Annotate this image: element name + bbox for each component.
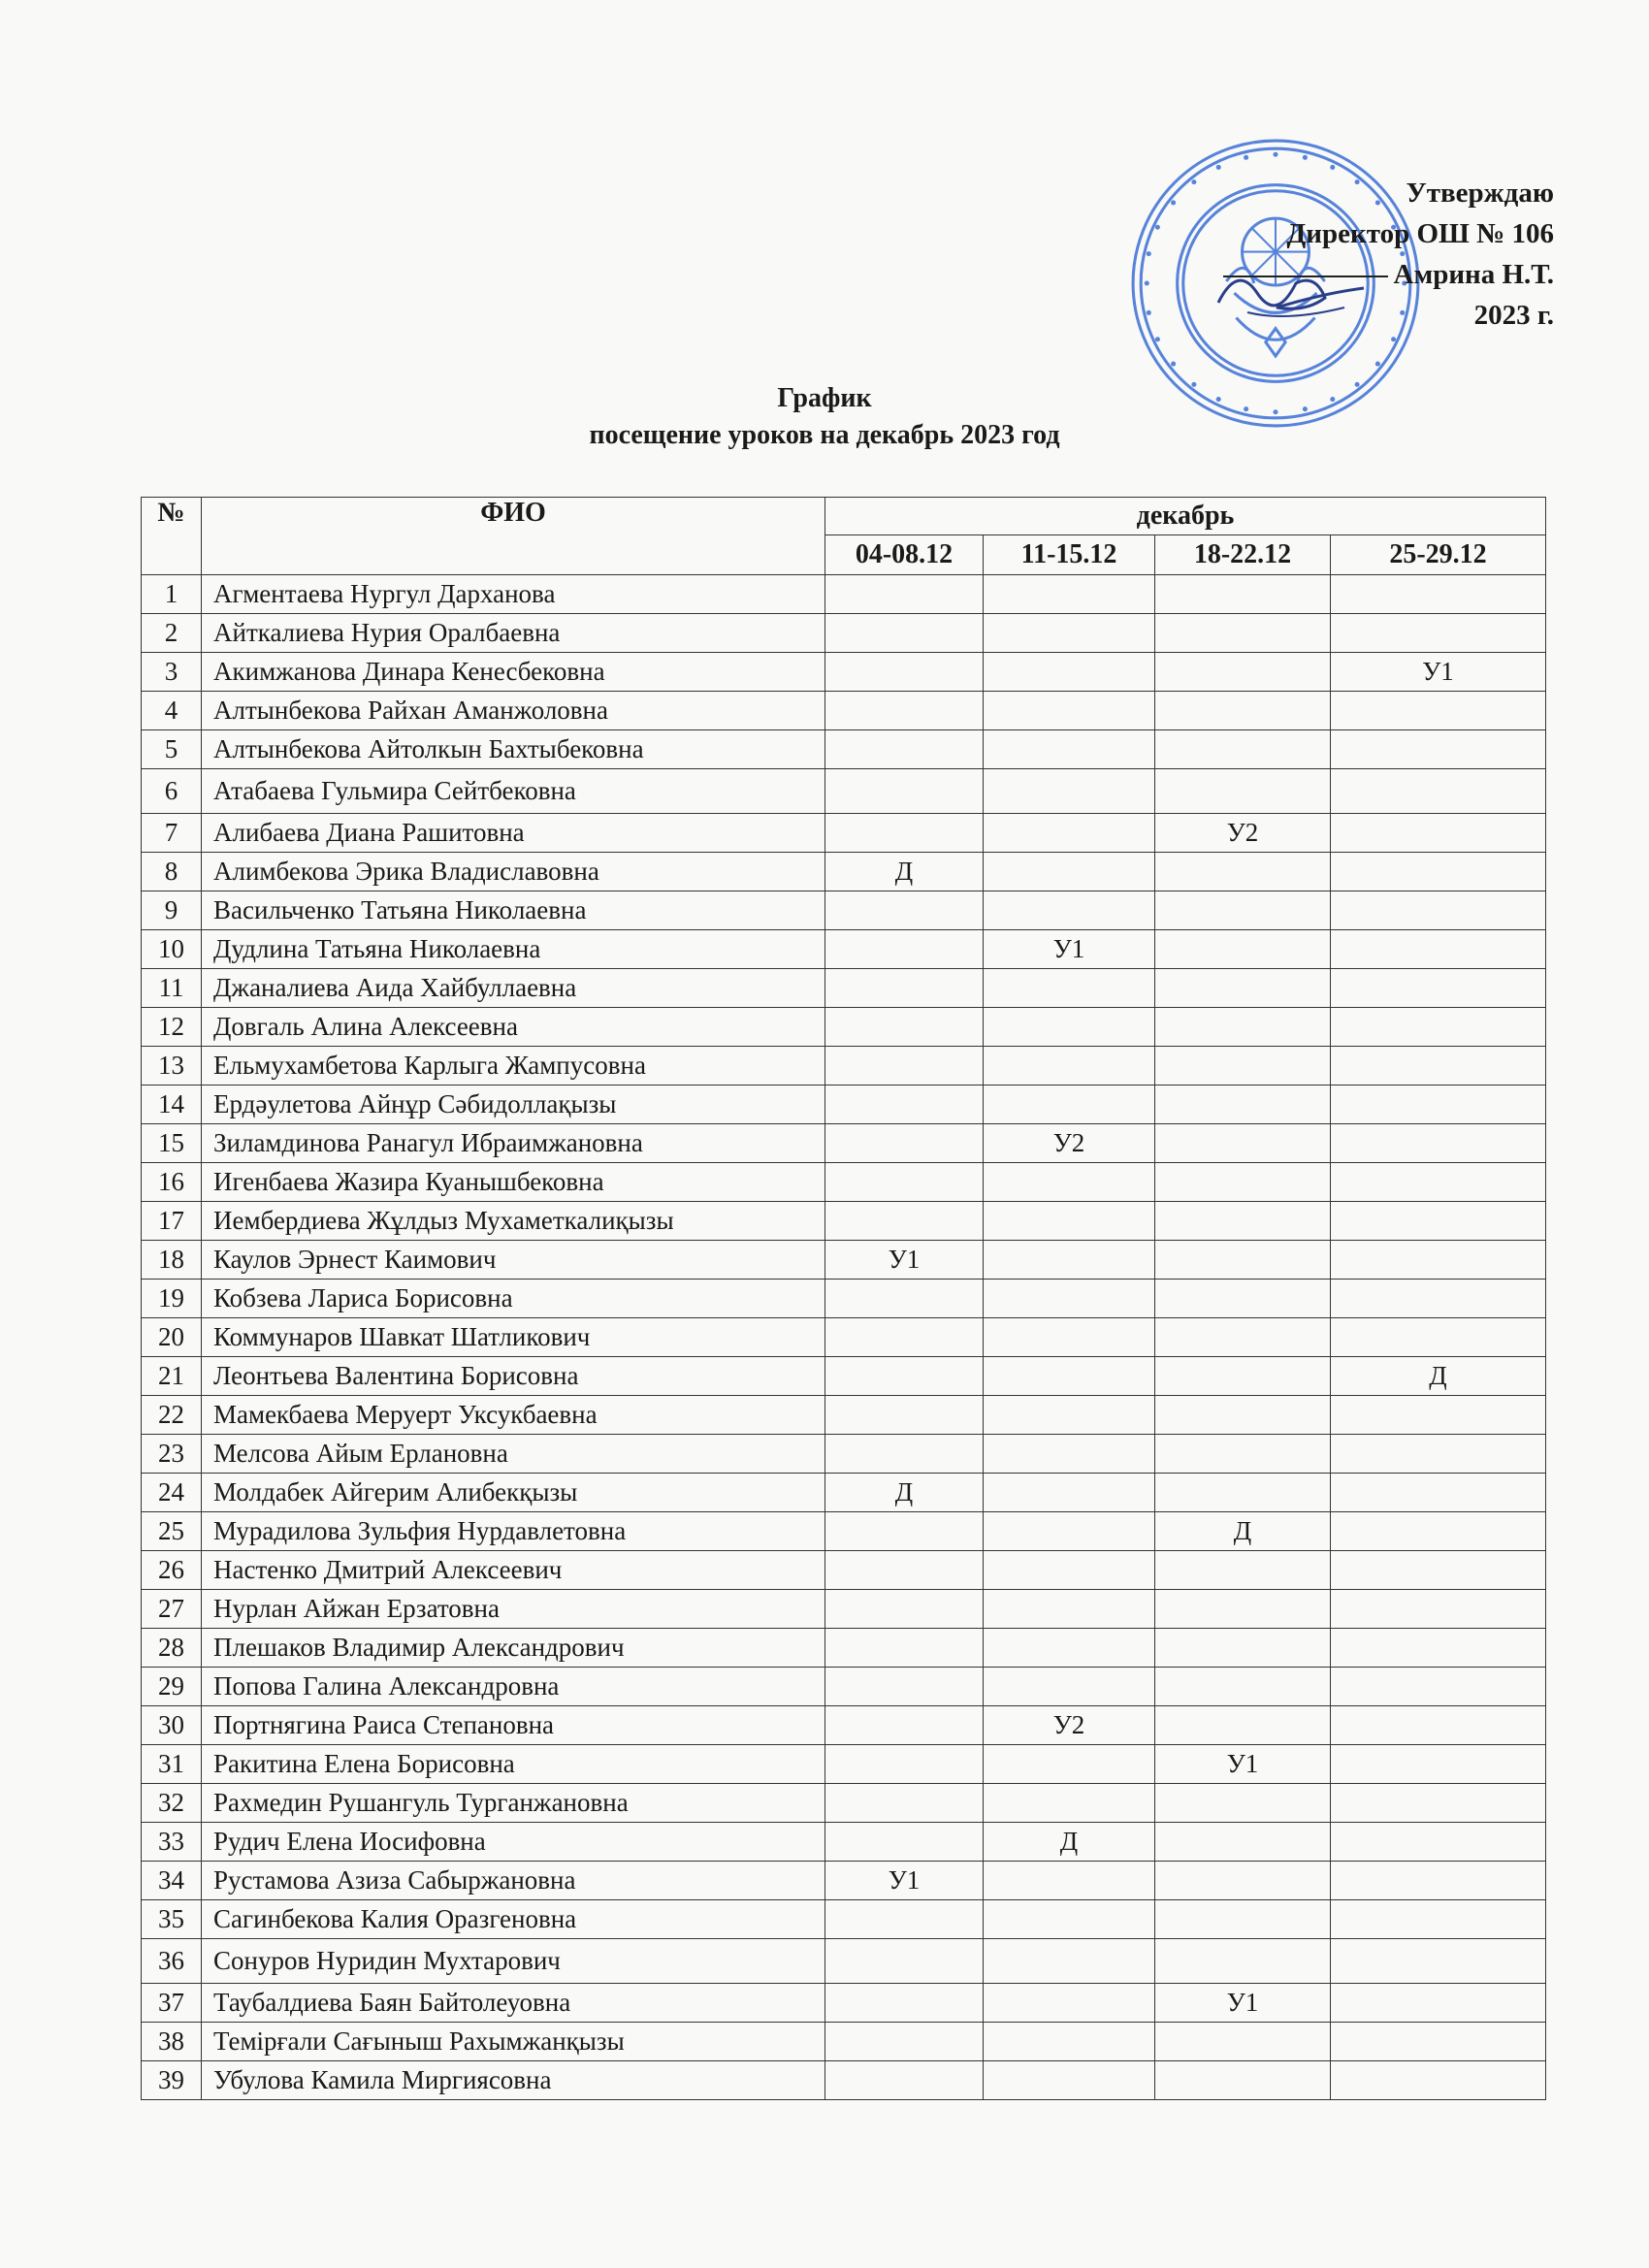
- visit-mark-week-1: [825, 692, 984, 730]
- visit-mark-week-3: [1155, 1551, 1331, 1590]
- visit-mark-week-3: [1155, 730, 1331, 769]
- row-number: 18: [142, 1241, 202, 1280]
- visit-mark-week-1: [825, 1357, 984, 1396]
- visit-mark-week-2: У2: [984, 1706, 1155, 1745]
- visit-mark-week-2: [984, 1984, 1155, 2023]
- table-row: [142, 1241, 1546, 1280]
- visit-mark-week-4: [1331, 2061, 1546, 2100]
- visit-mark-week-4: [1331, 2023, 1546, 2061]
- visit-mark-week-1: [825, 1629, 984, 1668]
- visit-mark-week-3: [1155, 1396, 1331, 1435]
- visit-mark-week-4: [1331, 1241, 1546, 1280]
- visit-mark-week-1: [825, 653, 984, 692]
- row-number: 29: [142, 1668, 202, 1706]
- teacher-name: Джаналиева Аида Хайбуллаевна: [202, 969, 825, 1008]
- visit-mark-week-4: [1331, 1784, 1546, 1823]
- visit-mark-week-2: Д: [984, 1823, 1155, 1862]
- teacher-name: Мамекбаева Меруерт Уксукбаевна: [202, 1396, 825, 1435]
- teacher-name: Алтынбекова Айтолкын Бахтыбековна: [202, 730, 825, 769]
- visit-mark-week-2: [984, 1668, 1155, 1706]
- visit-mark-week-3: [1155, 1047, 1331, 1085]
- column-header-week-2: 11-15.12: [984, 535, 1155, 575]
- visit-mark-week-3: [1155, 891, 1331, 930]
- table-row: [142, 1984, 1546, 2023]
- teacher-name: Рахмедин Рушангуль Турганжановна: [202, 1784, 825, 1823]
- approval-line-4: 2023 г.: [1473, 300, 1554, 331]
- row-number: 7: [142, 814, 202, 853]
- visit-mark-week-2: [984, 1629, 1155, 1668]
- table-row: [142, 1745, 1546, 1784]
- teacher-name: Рустамова Азиза Сабыржановна: [202, 1862, 825, 1900]
- visit-mark-week-4: [1331, 1435, 1546, 1474]
- table-row: [142, 1085, 1546, 1124]
- teacher-name: Убулова Камила Миргиясовна: [202, 2061, 825, 2100]
- row-number: 33: [142, 1823, 202, 1862]
- table-row: [142, 814, 1546, 853]
- table-row: [142, 1008, 1546, 1047]
- visit-mark-week-1: [825, 1939, 984, 1984]
- visit-mark-week-1: [825, 614, 984, 653]
- visit-mark-week-4: [1331, 614, 1546, 653]
- visit-mark-week-4: [1331, 1085, 1546, 1124]
- table-row: [142, 730, 1546, 769]
- visit-mark-week-3: [1155, 1862, 1331, 1900]
- row-number: 5: [142, 730, 202, 769]
- row-number: 14: [142, 1085, 202, 1124]
- row-number: 17: [142, 1202, 202, 1241]
- visit-mark-week-4: [1331, 1984, 1546, 2023]
- table-row: [142, 891, 1546, 930]
- teacher-name: Ердәулетова Айнұр Сәбидоллақызы: [202, 1085, 825, 1124]
- row-number: 11: [142, 969, 202, 1008]
- visit-mark-week-1: [825, 814, 984, 853]
- visit-mark-week-2: [984, 1939, 1155, 1984]
- visit-mark-week-1: [825, 1280, 984, 1318]
- visit-mark-week-3: [1155, 1784, 1331, 1823]
- row-number: 16: [142, 1163, 202, 1202]
- visit-mark-week-4: [1331, 575, 1546, 614]
- visit-mark-week-2: [984, 1318, 1155, 1357]
- visit-mark-week-3: [1155, 769, 1331, 814]
- visit-mark-week-3: Д: [1155, 1512, 1331, 1551]
- visit-mark-week-4: [1331, 1551, 1546, 1590]
- visit-mark-week-3: [1155, 575, 1331, 614]
- row-number: 35: [142, 1900, 202, 1939]
- visit-mark-week-4: [1331, 814, 1546, 853]
- row-number: 28: [142, 1629, 202, 1668]
- table-row: [142, 1900, 1546, 1939]
- teacher-name: Настенко Дмитрий Алексеевич: [202, 1551, 825, 1590]
- visit-mark-week-3: [1155, 969, 1331, 1008]
- visit-mark-week-3: [1155, 1202, 1331, 1241]
- table-row: [142, 1862, 1546, 1900]
- row-number: 22: [142, 1396, 202, 1435]
- teacher-name: Рудич Елена Иосифовна: [202, 1823, 825, 1862]
- visit-mark-week-4: [1331, 692, 1546, 730]
- document-subtitle: посещение уроков на декабрь 2023 год: [589, 420, 1060, 450]
- row-number: 34: [142, 1862, 202, 1900]
- visit-mark-week-2: [984, 1900, 1155, 1939]
- visit-mark-week-3: [1155, 1939, 1331, 1984]
- visit-mark-week-1: [825, 769, 984, 814]
- visit-mark-week-4: [1331, 1939, 1546, 1984]
- column-header-month: декабрь: [825, 498, 1546, 535]
- teacher-name: Алибаева Диана Рашитовна: [202, 814, 825, 853]
- visit-mark-week-2: [984, 769, 1155, 814]
- table-row: [142, 575, 1546, 614]
- visit-mark-week-2: [984, 653, 1155, 692]
- visit-mark-week-1: [825, 1202, 984, 1241]
- teacher-name: Кобзева Лариса Борисовна: [202, 1280, 825, 1318]
- approval-block: [1223, 173, 1555, 336]
- teacher-name: Портнягина Раиса Степановна: [202, 1706, 825, 1745]
- visit-mark-week-1: [825, 930, 984, 969]
- visit-mark-week-4: [1331, 1124, 1546, 1163]
- visit-mark-week-4: [1331, 891, 1546, 930]
- visit-mark-week-2: [984, 1163, 1155, 1202]
- visit-mark-week-4: [1331, 1474, 1546, 1512]
- teacher-name: Довгаль Алина Алексеевна: [202, 1008, 825, 1047]
- visit-mark-week-3: [1155, 1435, 1331, 1474]
- visit-mark-week-3: [1155, 1008, 1331, 1047]
- column-header-week-3: 18-22.12: [1155, 535, 1331, 575]
- table-row: [142, 1706, 1546, 1745]
- visit-mark-week-4: [1331, 769, 1546, 814]
- teacher-name: Мелсова Айым Ерлановна: [202, 1435, 825, 1474]
- row-number: 36: [142, 1939, 202, 1984]
- visit-mark-week-4: [1331, 1008, 1546, 1047]
- visit-mark-week-3: [1155, 614, 1331, 653]
- teacher-name: Плешаков Владимир Александрович: [202, 1629, 825, 1668]
- visit-mark-week-2: [984, 1047, 1155, 1085]
- row-number: 1: [142, 575, 202, 614]
- row-number: 10: [142, 930, 202, 969]
- table-row: [142, 2061, 1546, 2100]
- row-number: 23: [142, 1435, 202, 1474]
- row-number: 30: [142, 1706, 202, 1745]
- row-number: 6: [142, 769, 202, 814]
- visit-mark-week-4: [1331, 1047, 1546, 1085]
- approval-line-2: Директор ОШ № 106: [1286, 218, 1554, 249]
- visit-mark-week-3: [1155, 2023, 1331, 2061]
- teacher-name: Алтынбекова Райхан Аманжоловна: [202, 692, 825, 730]
- visit-mark-week-3: [1155, 853, 1331, 891]
- visit-mark-week-3: [1155, 1085, 1331, 1124]
- visit-mark-week-4: [1331, 1318, 1546, 1357]
- table-row: [142, 1202, 1546, 1241]
- visit-mark-week-3: [1155, 692, 1331, 730]
- visit-mark-week-3: [1155, 1900, 1331, 1939]
- visit-mark-week-4: [1331, 1823, 1546, 1862]
- visit-mark-week-3: [1155, 2061, 1331, 2100]
- teacher-name: Иембердиева Жұлдыз Мухаметкалиқызы: [202, 1202, 825, 1241]
- visit-mark-week-1: [825, 1512, 984, 1551]
- visit-mark-week-4: [1331, 1163, 1546, 1202]
- column-header-week-4: 25-29.12: [1331, 535, 1546, 575]
- row-number: 32: [142, 1784, 202, 1823]
- row-number: 3: [142, 653, 202, 692]
- table-row: [142, 1590, 1546, 1629]
- table-row: [142, 1396, 1546, 1435]
- visit-mark-week-1: [825, 1551, 984, 1590]
- visit-mark-week-3: [1155, 1823, 1331, 1862]
- visit-mark-week-1: [825, 1318, 984, 1357]
- visit-mark-week-4: [1331, 1396, 1546, 1435]
- visit-mark-week-2: [984, 1008, 1155, 1047]
- visit-mark-week-1: [825, 730, 984, 769]
- table-row: [142, 1551, 1546, 1590]
- visit-mark-week-2: [984, 891, 1155, 930]
- table-row: [142, 1280, 1546, 1318]
- row-number: 37: [142, 1984, 202, 2023]
- teacher-name: Ракитина Елена Борисовна: [202, 1745, 825, 1784]
- teacher-name: Леонтьева Валентина Борисовна: [202, 1357, 825, 1396]
- table-row: [142, 653, 1546, 692]
- teacher-name: Айткалиева Нурия Оралбаевна: [202, 614, 825, 653]
- teacher-name: Попова Галина Александровна: [202, 1668, 825, 1706]
- row-number: 26: [142, 1551, 202, 1590]
- visit-mark-week-2: [984, 1590, 1155, 1629]
- visit-mark-week-1: [825, 1668, 984, 1706]
- teacher-name: Нурлан Айжан Ерзатовна: [202, 1590, 825, 1629]
- visit-mark-week-1: [825, 2023, 984, 2061]
- table-row: [142, 1474, 1546, 1512]
- visit-mark-week-3: [1155, 1706, 1331, 1745]
- table-row: [142, 969, 1546, 1008]
- visit-mark-week-3: [1155, 1474, 1331, 1512]
- teacher-name: Коммунаров Шавкат Шатликович: [202, 1318, 825, 1357]
- row-number: 27: [142, 1590, 202, 1629]
- visit-mark-week-1: [825, 891, 984, 930]
- visit-mark-week-2: [984, 1862, 1155, 1900]
- visit-mark-week-1: У1: [825, 1862, 984, 1900]
- visit-mark-week-1: [825, 1124, 984, 1163]
- teacher-name: Ельмухамбетова Карлыга Жампусовна: [202, 1047, 825, 1085]
- visit-mark-week-4: [1331, 1629, 1546, 1668]
- visit-mark-week-1: [825, 1900, 984, 1939]
- visit-mark-week-3: [1155, 1124, 1331, 1163]
- table-row: [142, 930, 1546, 969]
- visit-mark-week-1: [825, 1784, 984, 1823]
- visit-mark-week-2: [984, 1280, 1155, 1318]
- visit-mark-week-1: [825, 1085, 984, 1124]
- visit-mark-week-4: [1331, 1900, 1546, 1939]
- table-row: [142, 692, 1546, 730]
- visit-mark-week-1: [825, 1706, 984, 1745]
- visit-mark-week-1: [825, 1008, 984, 1047]
- column-header-week-1: 04-08.12: [825, 535, 984, 575]
- visit-mark-week-2: [984, 1551, 1155, 1590]
- visit-mark-week-2: [984, 1474, 1155, 1512]
- visit-mark-week-2: У1: [984, 930, 1155, 969]
- teacher-name: Темірғали Сағыныш Рахымжанқызы: [202, 2023, 825, 2061]
- signature-line: [1223, 275, 1388, 277]
- table-row: [142, 1512, 1546, 1551]
- teacher-name: Каулов Эрнест Каимович: [202, 1241, 825, 1280]
- visit-mark-week-3: У1: [1155, 1745, 1331, 1784]
- row-number: 4: [142, 692, 202, 730]
- visit-mark-week-4: [1331, 1862, 1546, 1900]
- visit-mark-week-2: [984, 730, 1155, 769]
- table-row: [142, 1435, 1546, 1474]
- visit-mark-week-3: [1155, 930, 1331, 969]
- teacher-name: Зиламдинова Ранагул Ибраимжановна: [202, 1124, 825, 1163]
- teacher-name: Сонуров Нуридин Мухтарович: [202, 1939, 825, 1984]
- teacher-name: Дудлина Татьяна Николаевна: [202, 930, 825, 969]
- visit-mark-week-4: [1331, 853, 1546, 891]
- visit-mark-week-1: [825, 1435, 984, 1474]
- row-number: 12: [142, 1008, 202, 1047]
- visit-mark-week-3: У1: [1155, 1984, 1331, 2023]
- table-row: [142, 1629, 1546, 1668]
- visit-mark-week-1: [825, 1590, 984, 1629]
- table-row: [142, 614, 1546, 653]
- visit-mark-week-2: [984, 692, 1155, 730]
- row-number: 2: [142, 614, 202, 653]
- visit-mark-week-1: [825, 2061, 984, 2100]
- row-number: 39: [142, 2061, 202, 2100]
- row-number: 24: [142, 1474, 202, 1512]
- visit-mark-week-2: [984, 1396, 1155, 1435]
- row-number: 8: [142, 853, 202, 891]
- teacher-name: Мурадилова Зульфия Нурдавлетовна: [202, 1512, 825, 1551]
- visit-mark-week-2: [984, 614, 1155, 653]
- visit-mark-week-2: [984, 1241, 1155, 1280]
- visit-mark-week-4: [1331, 1280, 1546, 1318]
- visit-mark-week-4: [1331, 1668, 1546, 1706]
- visit-mark-week-2: [984, 1357, 1155, 1396]
- table-row: [142, 1047, 1546, 1085]
- table-row: [142, 853, 1546, 891]
- visit-mark-week-2: [984, 969, 1155, 1008]
- visit-mark-week-3: [1155, 1590, 1331, 1629]
- row-number: 20: [142, 1318, 202, 1357]
- visit-mark-week-2: [984, 2061, 1155, 2100]
- table-row: [142, 1163, 1546, 1202]
- teacher-name: Таубалдиева Баян Байтолеуовна: [202, 1984, 825, 2023]
- teacher-name: Алимбекова Эрика Владиславовна: [202, 853, 825, 891]
- row-number: 9: [142, 891, 202, 930]
- table-row: [142, 1823, 1546, 1862]
- visit-mark-week-2: [984, 1202, 1155, 1241]
- visit-mark-week-4: [1331, 1706, 1546, 1745]
- visit-mark-week-1: Д: [825, 1474, 984, 1512]
- row-number: 19: [142, 1280, 202, 1318]
- table-row: [142, 2023, 1546, 2061]
- visit-mark-week-4: У1: [1331, 653, 1546, 692]
- visit-mark-week-3: [1155, 1357, 1331, 1396]
- teacher-name: Сагинбекова Калия Оразгеновна: [202, 1900, 825, 1939]
- teacher-name: Агментаева Нургул Дарханова: [202, 575, 825, 614]
- table-row: [142, 1784, 1546, 1823]
- visit-mark-week-1: [825, 1163, 984, 1202]
- row-number: 25: [142, 1512, 202, 1551]
- visit-mark-week-2: [984, 853, 1155, 891]
- approval-line-3: [1223, 254, 1555, 295]
- visit-mark-week-1: [825, 575, 984, 614]
- teacher-name: Игенбаева Жазира Куанышбековна: [202, 1163, 825, 1202]
- visit-mark-week-2: [984, 575, 1155, 614]
- visit-mark-week-3: [1155, 1629, 1331, 1668]
- visit-mark-week-1: [825, 969, 984, 1008]
- visit-mark-week-1: [825, 1984, 984, 2023]
- table-row: [142, 1939, 1546, 1984]
- visit-mark-week-1: [825, 1745, 984, 1784]
- visit-mark-week-4: [1331, 1512, 1546, 1551]
- visit-mark-week-4: [1331, 1202, 1546, 1241]
- row-number: 21: [142, 1357, 202, 1396]
- visit-mark-week-2: [984, 1745, 1155, 1784]
- visit-mark-week-1: [825, 1396, 984, 1435]
- row-number: 31: [142, 1745, 202, 1784]
- visit-mark-week-1: [825, 1047, 984, 1085]
- visit-mark-week-4: Д: [1331, 1357, 1546, 1396]
- visit-mark-week-3: [1155, 1280, 1331, 1318]
- approval-line-1: Утверждаю: [1406, 178, 1554, 209]
- visit-mark-week-2: У2: [984, 1124, 1155, 1163]
- visit-mark-week-2: [984, 1435, 1155, 1474]
- teacher-name: Акимжанова Динара Кенесбековна: [202, 653, 825, 692]
- visit-mark-week-1: [825, 1823, 984, 1862]
- visit-mark-week-2: [984, 2023, 1155, 2061]
- visit-mark-week-2: [984, 1085, 1155, 1124]
- table-row: [142, 769, 1546, 814]
- visit-mark-week-3: [1155, 1163, 1331, 1202]
- table-row: [142, 1318, 1546, 1357]
- schedule-table: [141, 497, 1546, 2100]
- visit-mark-week-2: [984, 1784, 1155, 1823]
- row-number: 15: [142, 1124, 202, 1163]
- visit-mark-week-3: [1155, 1318, 1331, 1357]
- visit-mark-week-3: [1155, 1668, 1331, 1706]
- visit-mark-week-4: [1331, 1590, 1546, 1629]
- visit-mark-week-2: [984, 1512, 1155, 1551]
- visit-mark-week-3: У2: [1155, 814, 1331, 853]
- visit-mark-week-1: Д: [825, 853, 984, 891]
- visit-mark-week-3: [1155, 1241, 1331, 1280]
- visit-mark-week-4: [1331, 730, 1546, 769]
- table-row: [142, 1124, 1546, 1163]
- teacher-name: Васильченко Татьяна Николаевна: [202, 891, 825, 930]
- visit-mark-week-4: [1331, 969, 1546, 1008]
- visit-mark-week-4: [1331, 930, 1546, 969]
- teacher-name: Молдабек Айгерим Алибекқызы: [202, 1474, 825, 1512]
- teacher-name: Атабаева Гульмира Сейтбековна: [202, 769, 825, 814]
- visit-mark-week-3: [1155, 653, 1331, 692]
- visit-mark-week-4: [1331, 1745, 1546, 1784]
- visit-mark-week-2: [984, 814, 1155, 853]
- table-row: [142, 1668, 1546, 1706]
- director-name: Амрина Н.Т.: [1393, 259, 1554, 290]
- row-number: 13: [142, 1047, 202, 1085]
- column-header-fio: ФИО: [202, 498, 825, 575]
- table-row: [142, 1357, 1546, 1396]
- document-title: График: [777, 383, 872, 413]
- row-number: 38: [142, 2023, 202, 2061]
- visit-mark-week-1: У1: [825, 1241, 984, 1280]
- column-header-number: №: [142, 498, 202, 575]
